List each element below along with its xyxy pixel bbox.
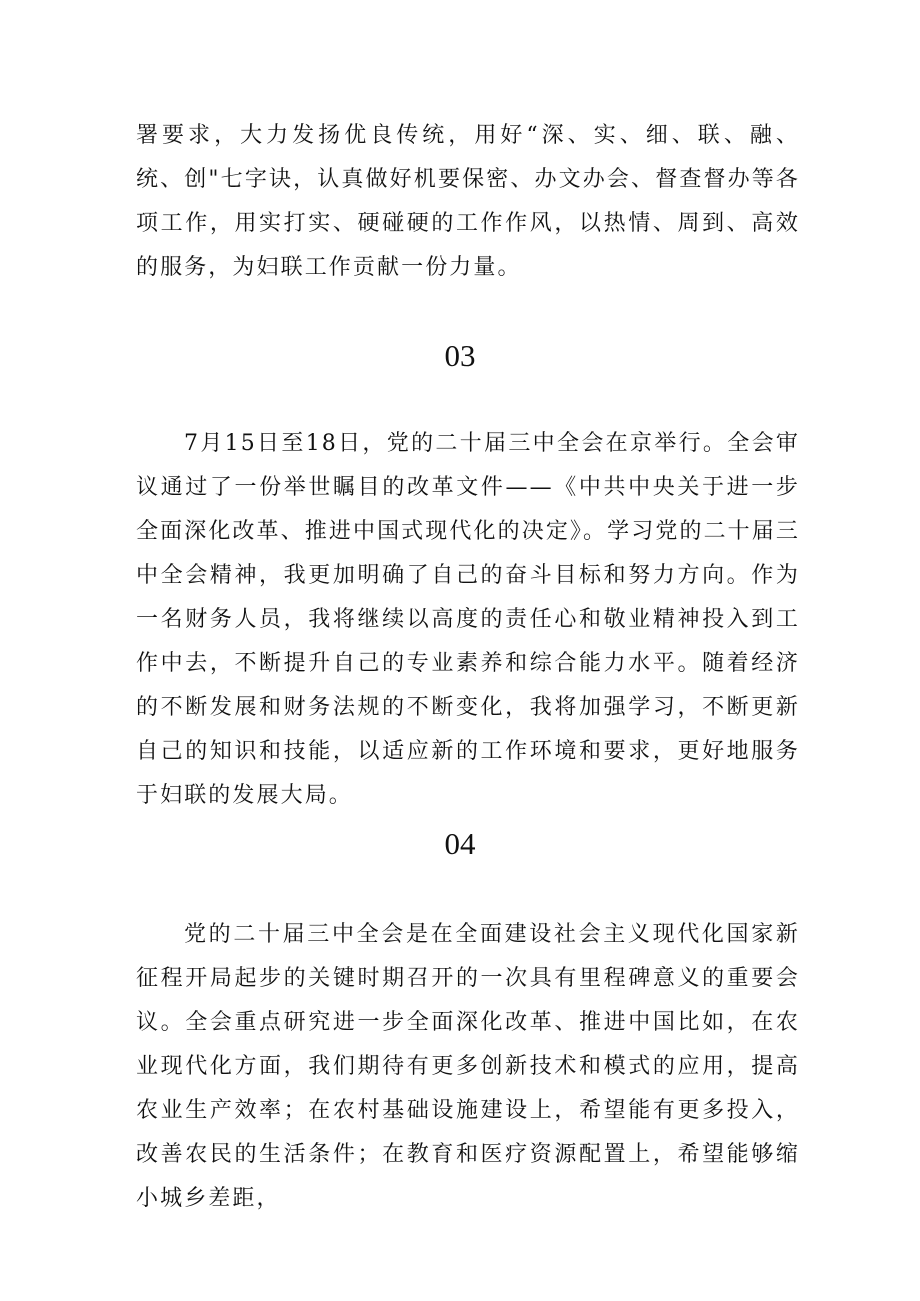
section-heading-03: 03 [444,338,476,373]
section-03-paragraph: 7月15日至18日，党的二十届三中全会在京举行。全会审议通过了一份举世瞩目的改革文件——《中共中央关于进一步全面深化改革、推进中国式现代化的决定》。学习党的二十届三中全会精神，我更加明确了自己的奋斗目标和努力方向。作为一名财务人员，我将继续以高度的责任心和敬业精神投入到工作中去，不断提升自己的专业素养和综合能力水平。随着经济的不断发展和财务法规的不断变化，我将加强学习，不断更新自己的知识和技能，以适应新的工作环境和要求，更好地服务于妇联的发展大局。 [136,431,800,808]
section-04-paragraph: 党的二十届三中全会是在全面建设社会主义现代化国家新征程开局起步的关键时期召开的一次具有里程碑意义的重要会议。全会重点研究进一步全面深化改革、推进中国比如，在农业现代化方面，我们期待有更多创新技术和模式的应用，提高农业生产效率；在农村基础设施建设上，希望能有更多投入，改善农民的生活条件；在教育和医疗资源配置上，希望能够缩小城乡差距， [136,922,800,1211]
section-heading-04: 04 [444,826,476,861]
paragraph-continued: 署要求，大力发扬优良传统，用好“深、实、细、联、融、统、创"七字诀，认真做好机要保密、办文办会、督查督办等各项工作，用实打实、硬碰硬的工作作风，以热情、周到、高效的服务，为妇联工作贡献一份力量。 [136,123,800,280]
